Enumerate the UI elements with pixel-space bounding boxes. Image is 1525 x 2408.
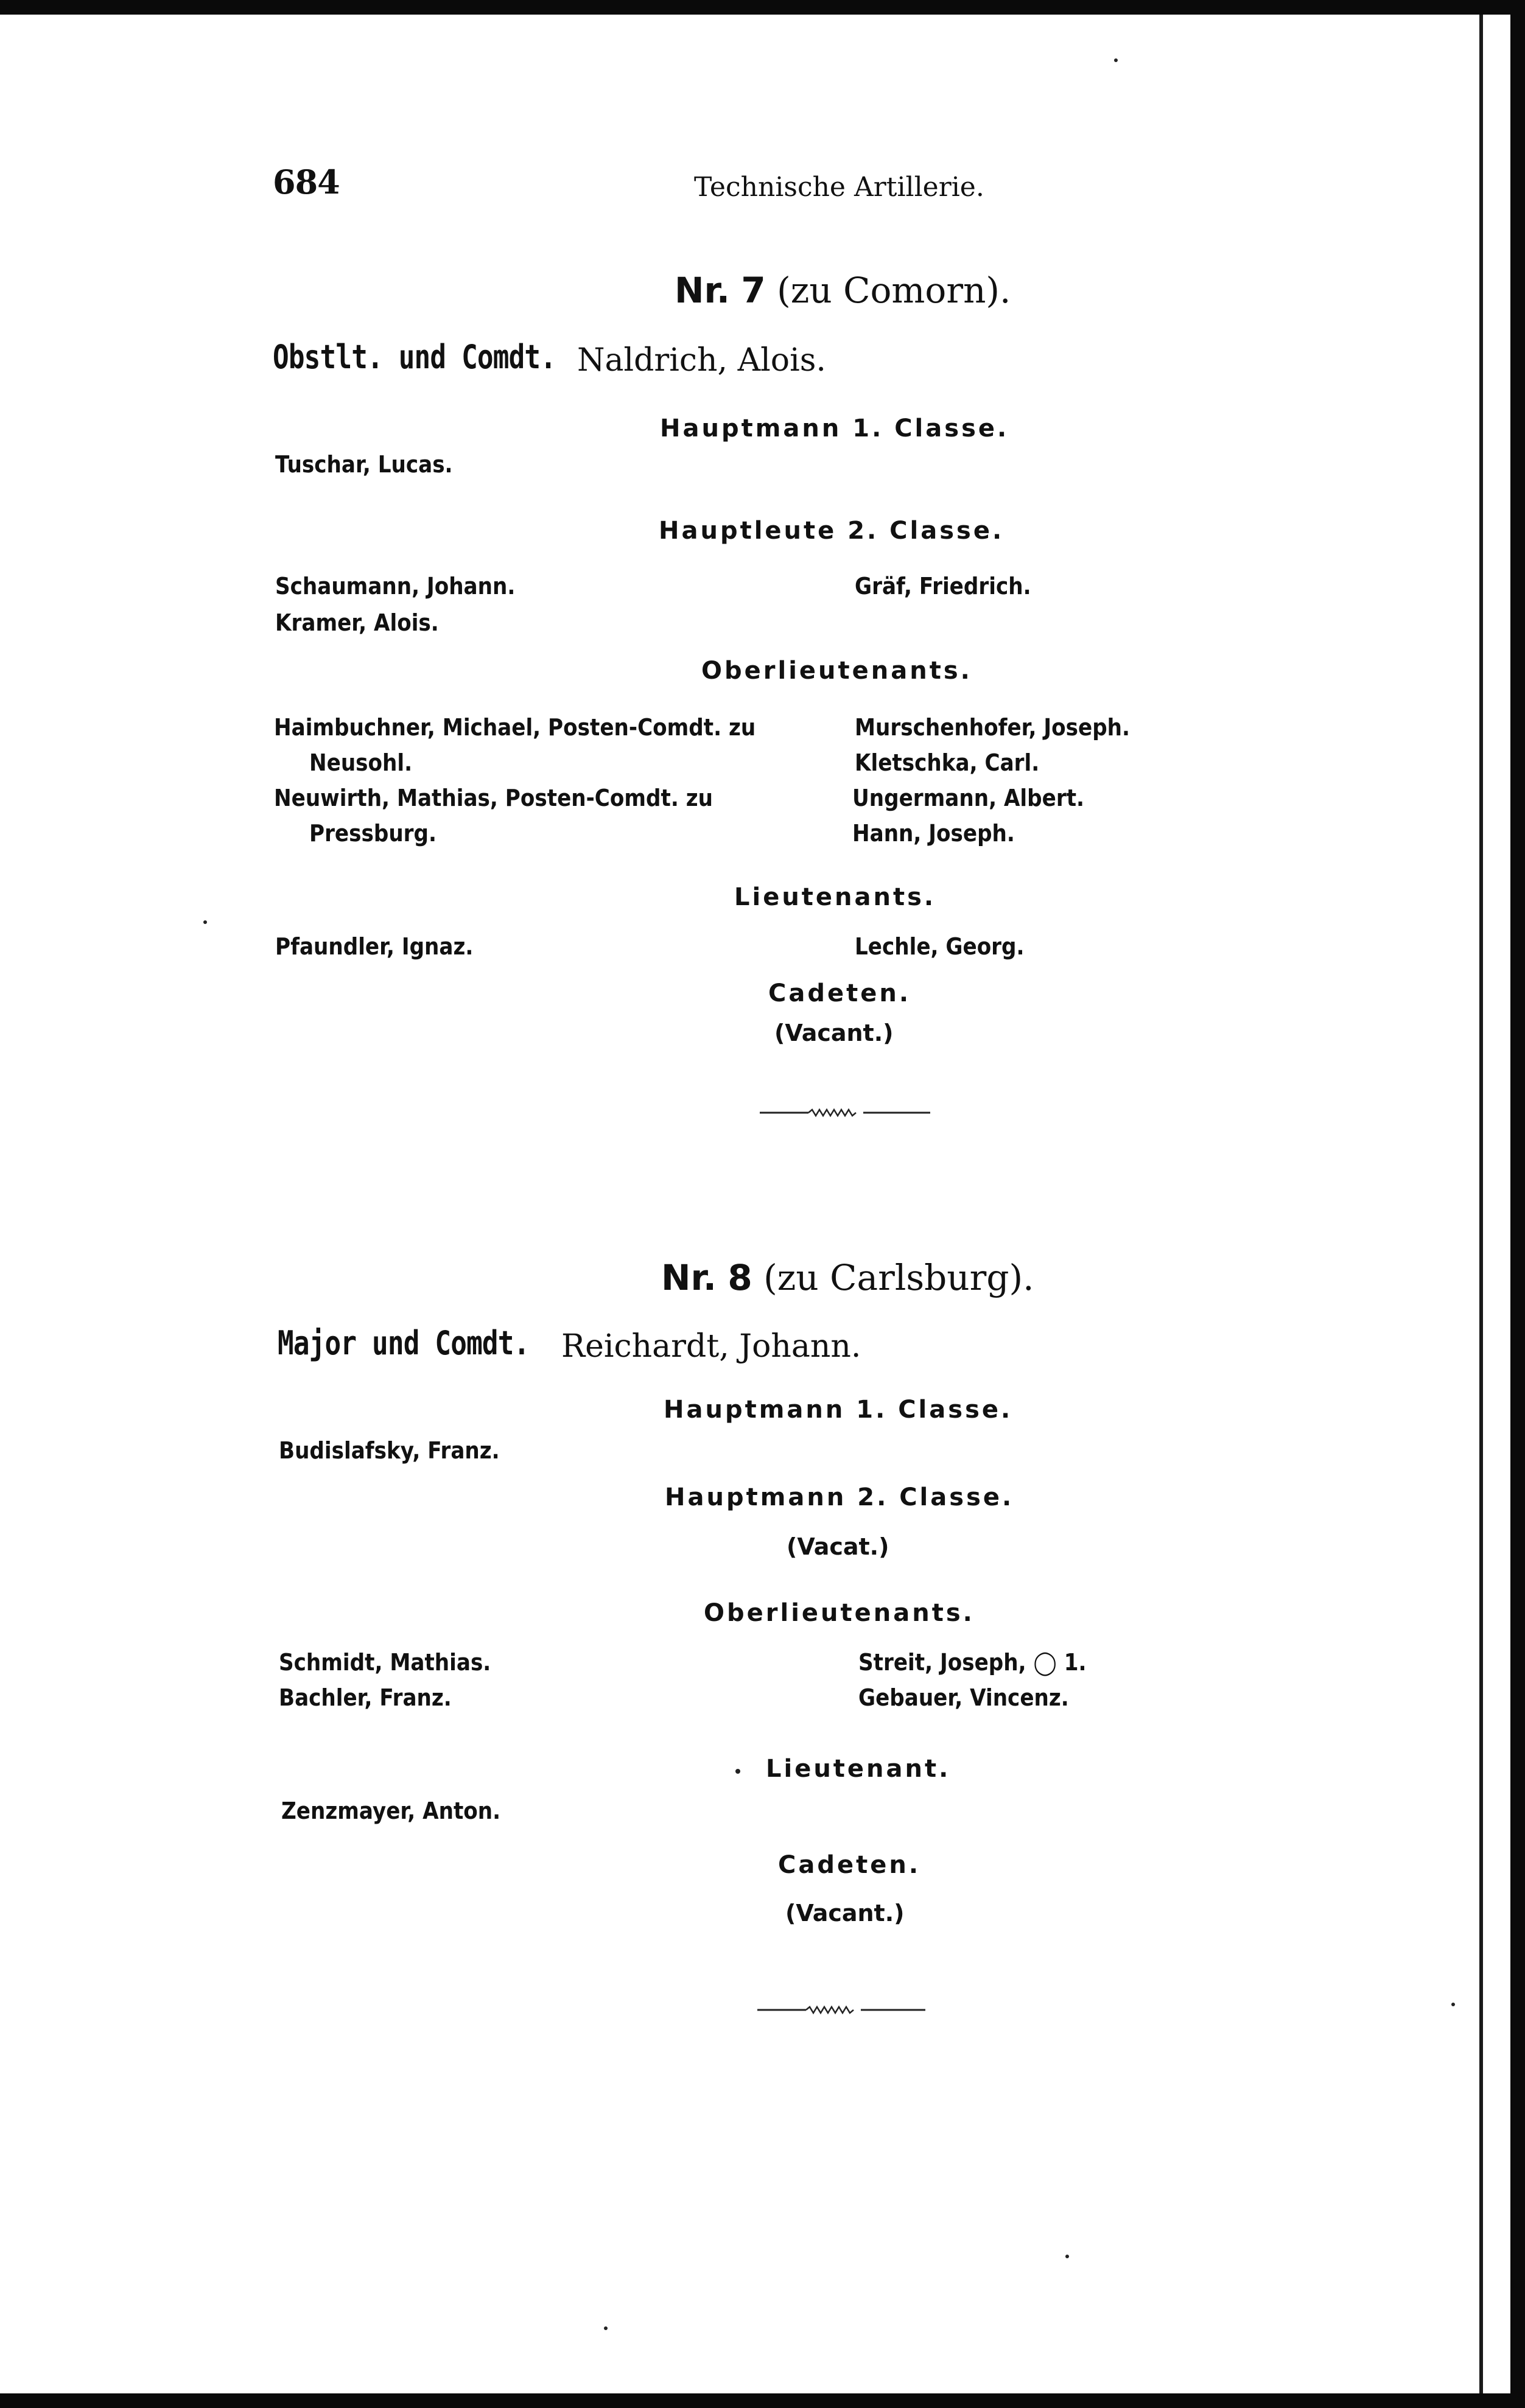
- section2-hauptmann1-heading: Hauptmann 1. Classe.: [664, 1396, 1013, 1424]
- section1-commander-rank: Obstlt. und Comdt.: [273, 338, 556, 376]
- section1-ornament-rule: [760, 1105, 930, 1120]
- section2-lieutenant-heading: Lieutenant.: [766, 1755, 951, 1783]
- section2-commander-rank: Major und Comdt.: [278, 1324, 530, 1362]
- section2-title: [661, 1257, 1034, 1298]
- scan-bottom-border: [0, 2393, 1525, 2408]
- section1-nr-number: 7: [741, 270, 766, 311]
- section1-oberlieutenants-right-3: Hann, Joseph.: [852, 820, 1015, 847]
- section2-place: (zu Carlsburg).: [763, 1257, 1034, 1298]
- section1-oberlieutenants-left-2: Neuwirth, Mathias, Posten-Comdt. zu: [274, 785, 713, 811]
- section1-cadeten-note: (Vacant.): [774, 1020, 894, 1046]
- section1-cadeten-heading: Cadeten.: [768, 979, 911, 1007]
- section2-nr-label: Nr.: [661, 1257, 717, 1298]
- scan-right-line: [1479, 15, 1483, 2408]
- section1-hauptleute2-left-0: Schaumann, Johann.: [275, 573, 516, 600]
- scan-right-border: [1510, 0, 1525, 2408]
- section2-oberlieutenants-left-0: Schmidt, Mathias.: [279, 1649, 491, 1676]
- section1-place: (zu Comorn).: [777, 270, 1011, 311]
- speck-dot: [1451, 2003, 1455, 2006]
- section1-lieutenants-left-0: Pfaundler, Ignaz.: [275, 933, 474, 960]
- section1-lieutenants-heading: Lieutenants.: [734, 883, 936, 911]
- speck-dot: [735, 1769, 740, 1774]
- section1-hauptmann1-heading: Hauptmann 1. Classe.: [660, 415, 1009, 443]
- section1-oberlieutenants-left-0: Haimbuchner, Michael, Posten-Comdt. zu: [274, 714, 756, 741]
- section1-hauptleute2-left-1: Kramer, Alois.: [275, 609, 439, 636]
- section1-hauptleute2-right-0: Gräf, Friedrich.: [855, 573, 1031, 600]
- section2-nr-number: 8: [727, 1257, 752, 1298]
- section2-cadeten-note: (Vacant.): [785, 1900, 905, 1927]
- section1-oberlieutenants-heading: Oberlieutenants.: [701, 657, 972, 685]
- section1-oberlieutenants-left-1: Neusohl.: [309, 749, 413, 776]
- section2-hauptmann1-name: Budislafsky, Franz.: [279, 1437, 500, 1464]
- section2-cadeten-heading: Cadeten.: [778, 1851, 921, 1879]
- section2-oberlieutenants-right-0: Streit, Joseph, ◯ 1.: [858, 1649, 1087, 1676]
- running-head: Technische Artillerie.: [694, 172, 984, 203]
- speck-dot: [203, 920, 207, 924]
- speck-dot: [1065, 2255, 1069, 2258]
- section1-oberlieutenants-left-3: Pressburg.: [309, 820, 437, 847]
- section1-hauptleute2-heading: Hauptleute 2. Classe.: [659, 517, 1004, 545]
- scan-top-border: [0, 0, 1525, 15]
- section2-oberlieutenants-right-1: Gebauer, Vincenz.: [858, 1684, 1069, 1711]
- section2-ornament-rule: [757, 2003, 925, 2017]
- section2-oberlieutenants-heading: Oberlieutenants.: [704, 1599, 975, 1627]
- section1-oberlieutenants-right-1: Kletschka, Carl.: [855, 749, 1040, 776]
- section2-lieutenant-left-0: Zenzmayer, Anton.: [281, 1797, 501, 1824]
- section1-oberlieutenants-right-2: Ungermann, Albert.: [852, 785, 1085, 811]
- section1-lieutenants-right-0: Lechle, Georg.: [855, 933, 1025, 960]
- page-number: 684: [273, 163, 340, 201]
- section1-hauptmann1-name: Tuschar, Lucas.: [275, 451, 453, 478]
- section2-hauptmann2-note: (Vacat.): [787, 1533, 889, 1560]
- section1-commander-name: Naldrich, Alois.: [577, 342, 826, 379]
- section1-title: [675, 270, 1011, 311]
- section1-oberlieutenants-right-0: Murschenhofer, Joseph.: [855, 714, 1131, 741]
- section2-hauptmann2-heading: Hauptmann 2. Classe.: [665, 1483, 1014, 1511]
- section1-nr-label: Nr.: [675, 270, 730, 311]
- section2-commander-name: Reichardt, Johann.: [561, 1328, 861, 1365]
- speck-dot: [1114, 58, 1118, 62]
- section2-oberlieutenants-left-1: Bachler, Franz.: [279, 1684, 452, 1711]
- speck-dot: [604, 2326, 608, 2330]
